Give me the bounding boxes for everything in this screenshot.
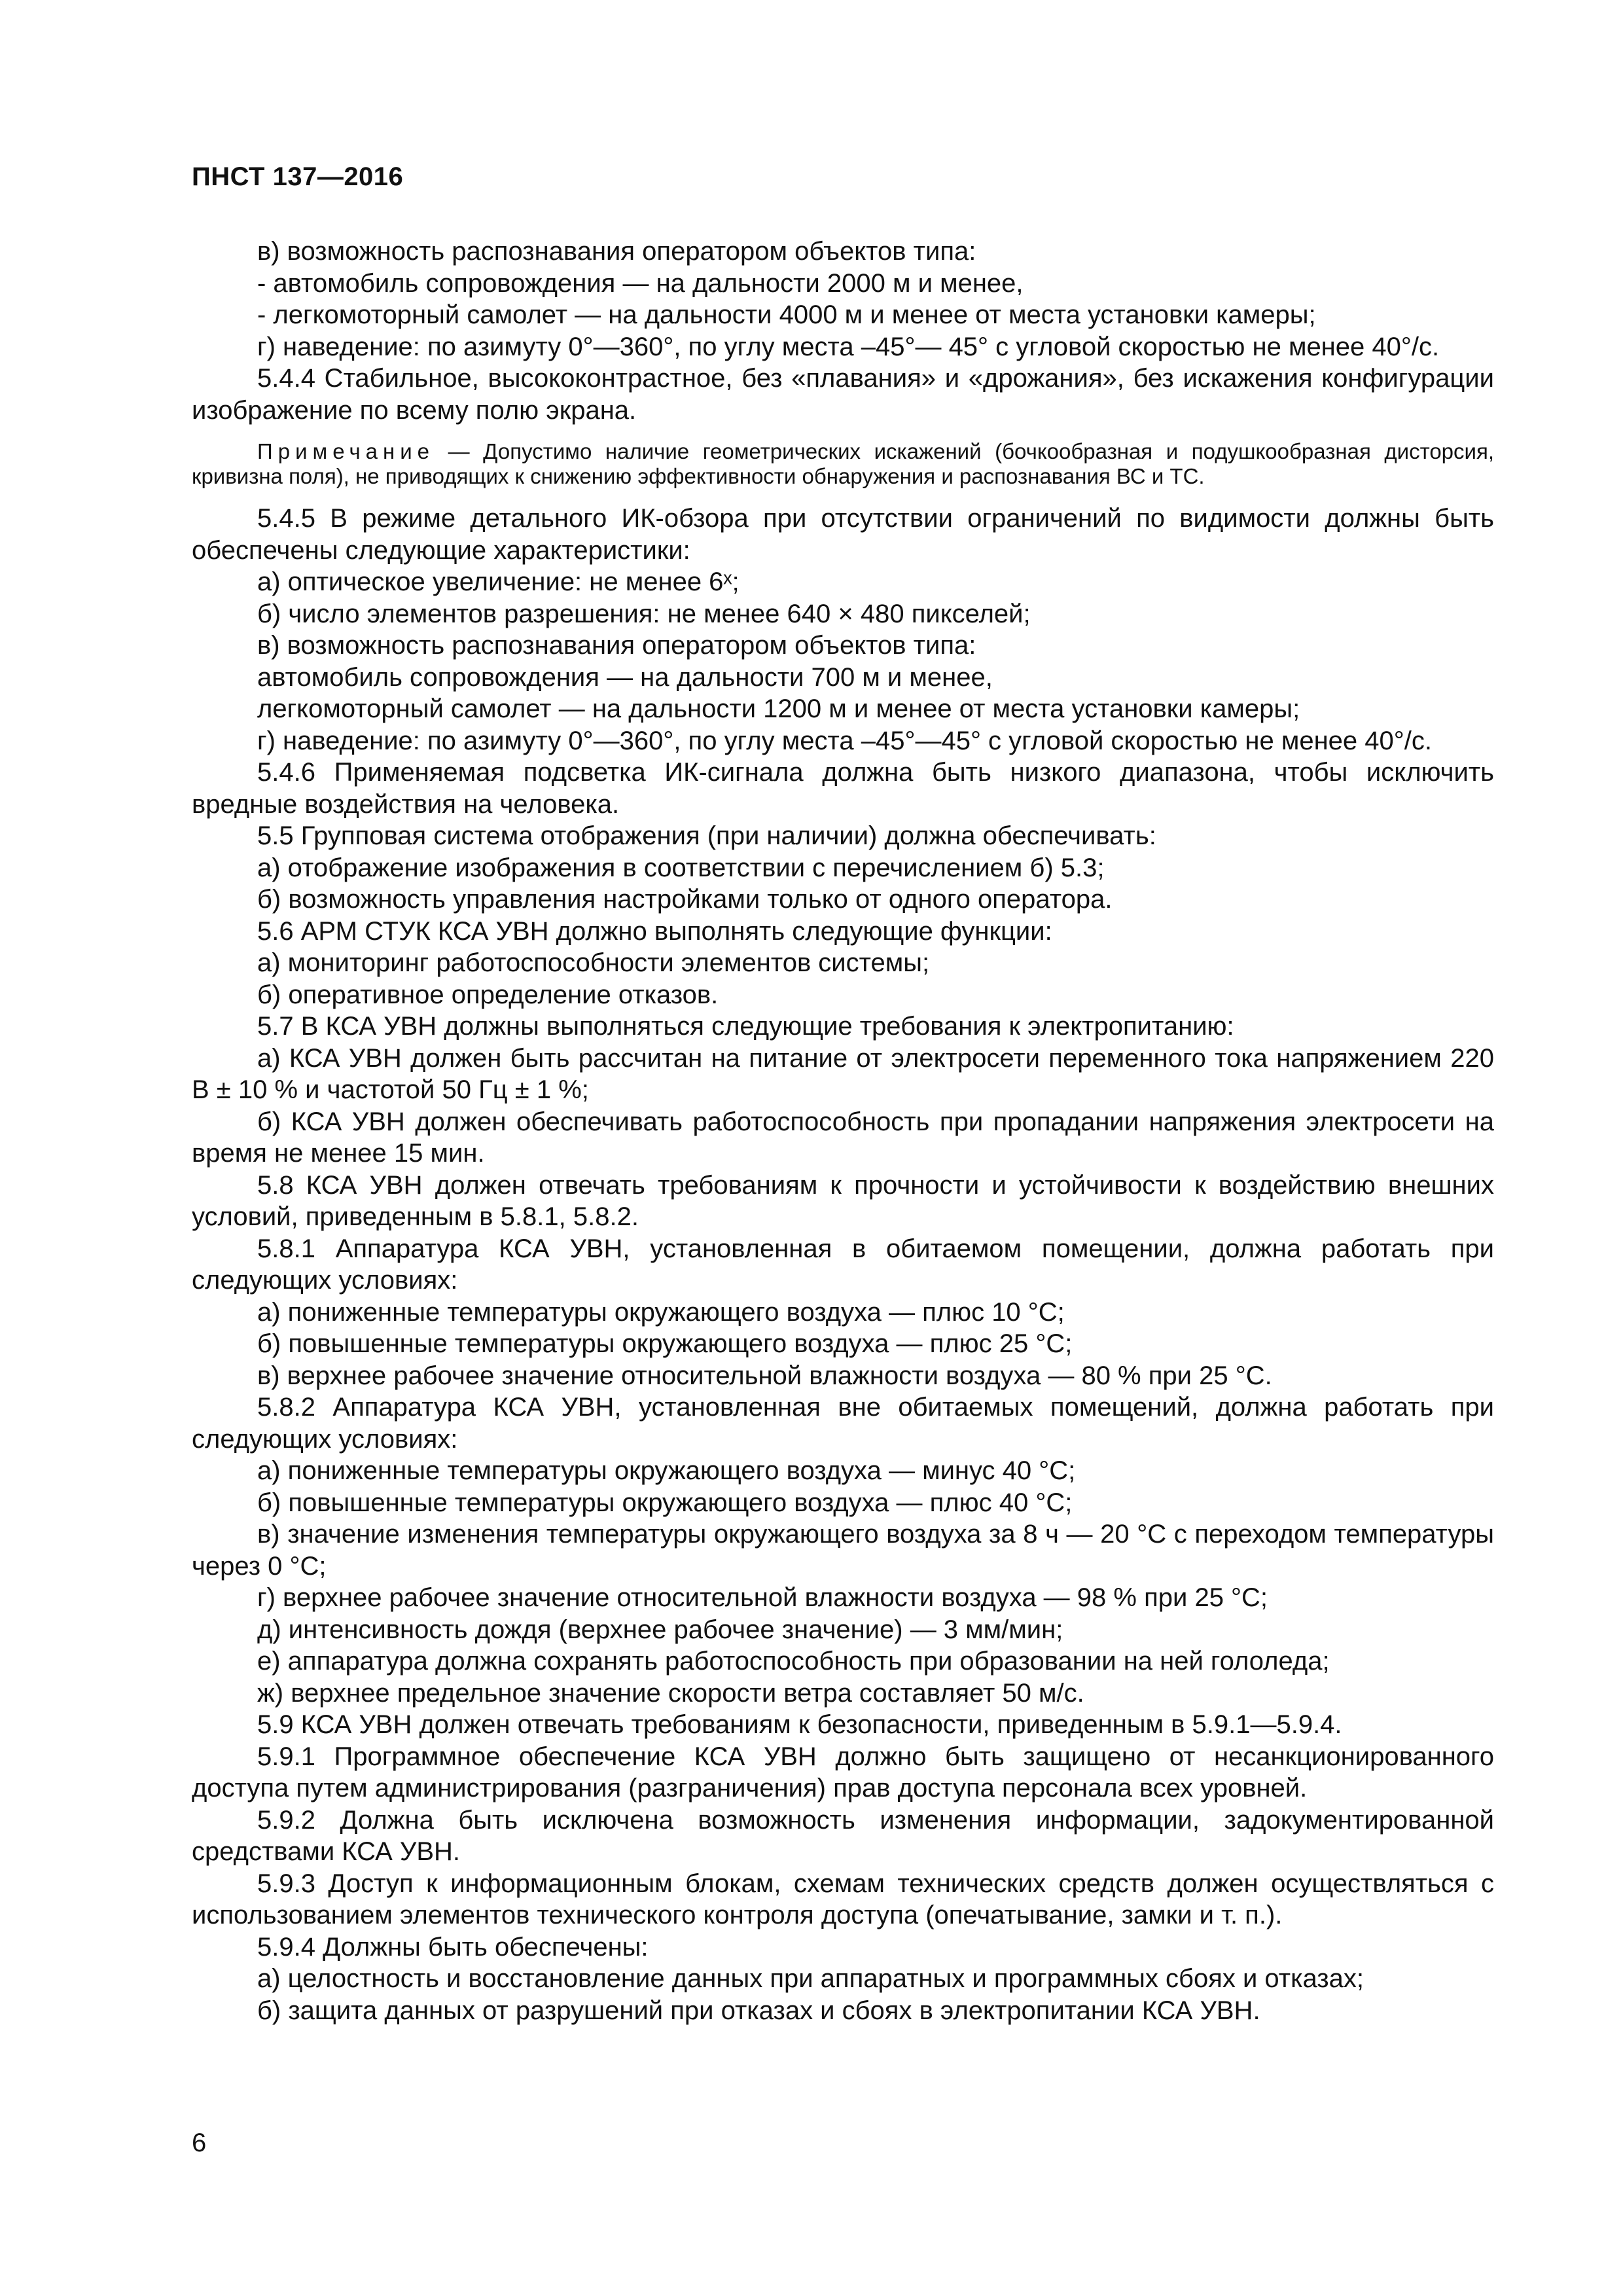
list-item: г) наведение: по азимуту 0°—360°, по углу места –45°—45° с угловой скоростью не менее 40°/с. <box>257 726 1432 755</box>
list-item: а) пониженные температуры окружающего воздуха — плюс 10 °С; <box>257 1297 1065 1327</box>
list-item: г) наведение: по азимуту 0°—360°, по углу места –45°— 45° с угловой скоростью не менее 40°/с. <box>257 332 1440 361</box>
clause-5-8-1: 5.8.1 Аппаратура КСА УВН, установленная в обитаемом помещении, должна работать при следующих условиях: <box>192 1234 1494 1295</box>
clause-5-4-5: 5.4.5 В режиме детального ИК-обзора при отсутствии ограничений по видимости должны быть обеспечены следующие характеристики: <box>192 504 1494 565</box>
list-item: а) оптическое увеличение: не менее 6ˣ; <box>257 567 740 596</box>
note-text: — Допустимо наличие геометрических искажений (бочкообразная и подушкообразная дисторсия, кривизна поля), не приводящих к снижению эффективности обнаружения и распознавания ВС и ТС. <box>192 439 1494 488</box>
list-item: - легкомоторный самолет — на дальности 4000 м и менее от места установки камеры; <box>257 300 1316 329</box>
note <box>192 439 1494 489</box>
list-item: легкомоторный самолет — на дальности 1200 м и менее от места установки камеры; <box>257 694 1300 723</box>
list-item: автомобиль сопровождения — на дальности 700 м и менее, <box>257 662 993 692</box>
list-item: в) значение изменения температуры окружающего воздуха за 8 ч — 20 °С с переходом температуры через 0 °С; <box>192 1520 1494 1581</box>
list-item: - автомобиль сопровождения — на дальности 2000 м и менее, <box>257 268 1024 298</box>
list-item: в) возможность распознавания оператором объектов типа: <box>257 631 976 660</box>
clause-5-8: 5.8 КСА УВН должен отвечать требованиям к прочности и устойчивости к воздействию внешних условий, приведенным в 5.8.1, 5.8.2. <box>192 1170 1494 1231</box>
list-item: ж) верхнее предельное значение скорости ветра составляет 50 м/с. <box>257 1678 1084 1708</box>
list-item: б) оперативное определение отказов. <box>257 980 719 1009</box>
list-item: б) повышенные температуры окружающего воздуха — плюс 40 °С; <box>257 1488 1073 1517</box>
list-item: в) возможность распознавания оператором объектов типа: <box>257 237 976 266</box>
clause-5-8-2: 5.8.2 Аппаратура КСА УВН, установленная вне обитаемых помещений, должна работать при следующих условиях: <box>192 1393 1494 1454</box>
clause-5-9-3: 5.9.3 Доступ к информационным блокам, схемам технических средств должен осуществляться с использованием элементов технического контроля доступа (опечатывание, замки и т. п.). <box>192 1869 1494 1929</box>
list-item: а) пониженные температуры окружающего воздуха — минус 40 °С; <box>257 1456 1076 1485</box>
clause-5-5: 5.5 Групповая система отображения (при наличии) должна обеспечивать: <box>257 821 1156 850</box>
list-item: г) верхнее рабочее значение относительной влажности воздуха — 98 % при 25 °С; <box>257 1583 1268 1612</box>
list-item: б) возможность управления настройками только от одного оператора. <box>257 885 1113 914</box>
clause-5-9: 5.9 КСА УВН должен отвечать требованиям к безопасности, приведенным в 5.9.1—5.9.4. <box>257 1710 1342 1739</box>
list-item: б) защита данных от разрушений при отказах и сбоях в электропитании КСА УВН. <box>257 1996 1260 2025</box>
list-item: д) интенсивность дождя (верхнее рабочее значение) — 3 мм/мин; <box>257 1615 1063 1644</box>
clause-5-7: 5.7 В КСА УВН должны выполняться следующие требования к электропитанию: <box>257 1012 1234 1041</box>
note-label: Примечание <box>257 439 435 463</box>
page-header-doc-id: ПНСТ 137—2016 <box>192 162 404 191</box>
list-item: а) КСА УВН должен быть рассчитан на питание от электросети переменного тока напряжением 220 В ± 10 % и частотой 50 Гц ± 1 %; <box>192 1043 1494 1104</box>
clause-5-4-4: 5.4.4 Стабильное, высококонтрастное, без «плавания» и «дрожания», без искажения конфигурации изображение по всему полю экрана. <box>192 364 1494 425</box>
clause-5-4-6: 5.4.6 Применяемая подсветка ИК-сигнала должна быть низкого диапазона, чтобы исключить вредные воздействия на человека. <box>192 758 1494 819</box>
list-item: б) число элементов разрешения: не менее 640 × 480 пикселей; <box>257 599 1031 628</box>
list-item: б) КСА УВН должен обеспечивать работоспособность при пропадании напряжения электросети на время не менее 15 мин. <box>192 1107 1494 1168</box>
page-number: 6 <box>192 2128 207 2157</box>
clause-5-6: 5.6 АРМ СТУК КСА УВН должно выполнять следующие функции: <box>257 916 1052 946</box>
list-item: а) мониторинг работоспособности элементов системы; <box>257 948 930 977</box>
list-item: б) повышенные температуры окружающего воздуха — плюс 25 °С; <box>257 1329 1073 1358</box>
clause-5-9-2: 5.9.2 Должна быть исключена возможность изменения информации, задокументированной средствами КСА УВН. <box>192 1805 1494 1866</box>
list-item: а) целостность и восстановление данных при аппаратных и программных сбоях и отказах; <box>257 1964 1364 1993</box>
list-item: е) аппаратура должна сохранять работоспособность при образовании на ней гололеда; <box>257 1647 1330 1676</box>
list-item: а) отображение изображения в соответствии с перечислением б) 5.3; <box>257 853 1105 882</box>
document-body <box>192 236 1494 2026</box>
clause-5-9-1: 5.9.1 Программное обеспечение КСА УВН должно быть защищено от несанкционированного доступа путем администрирования (разграничения) прав доступа персонала всех уровней. <box>192 1742 1494 1803</box>
list-item: в) верхнее рабочее значение относительной влажности воздуха — 80 % при 25 °С. <box>257 1361 1272 1390</box>
clause-5-9-4: 5.9.4 Должны быть обеспечены: <box>257 1932 649 1962</box>
